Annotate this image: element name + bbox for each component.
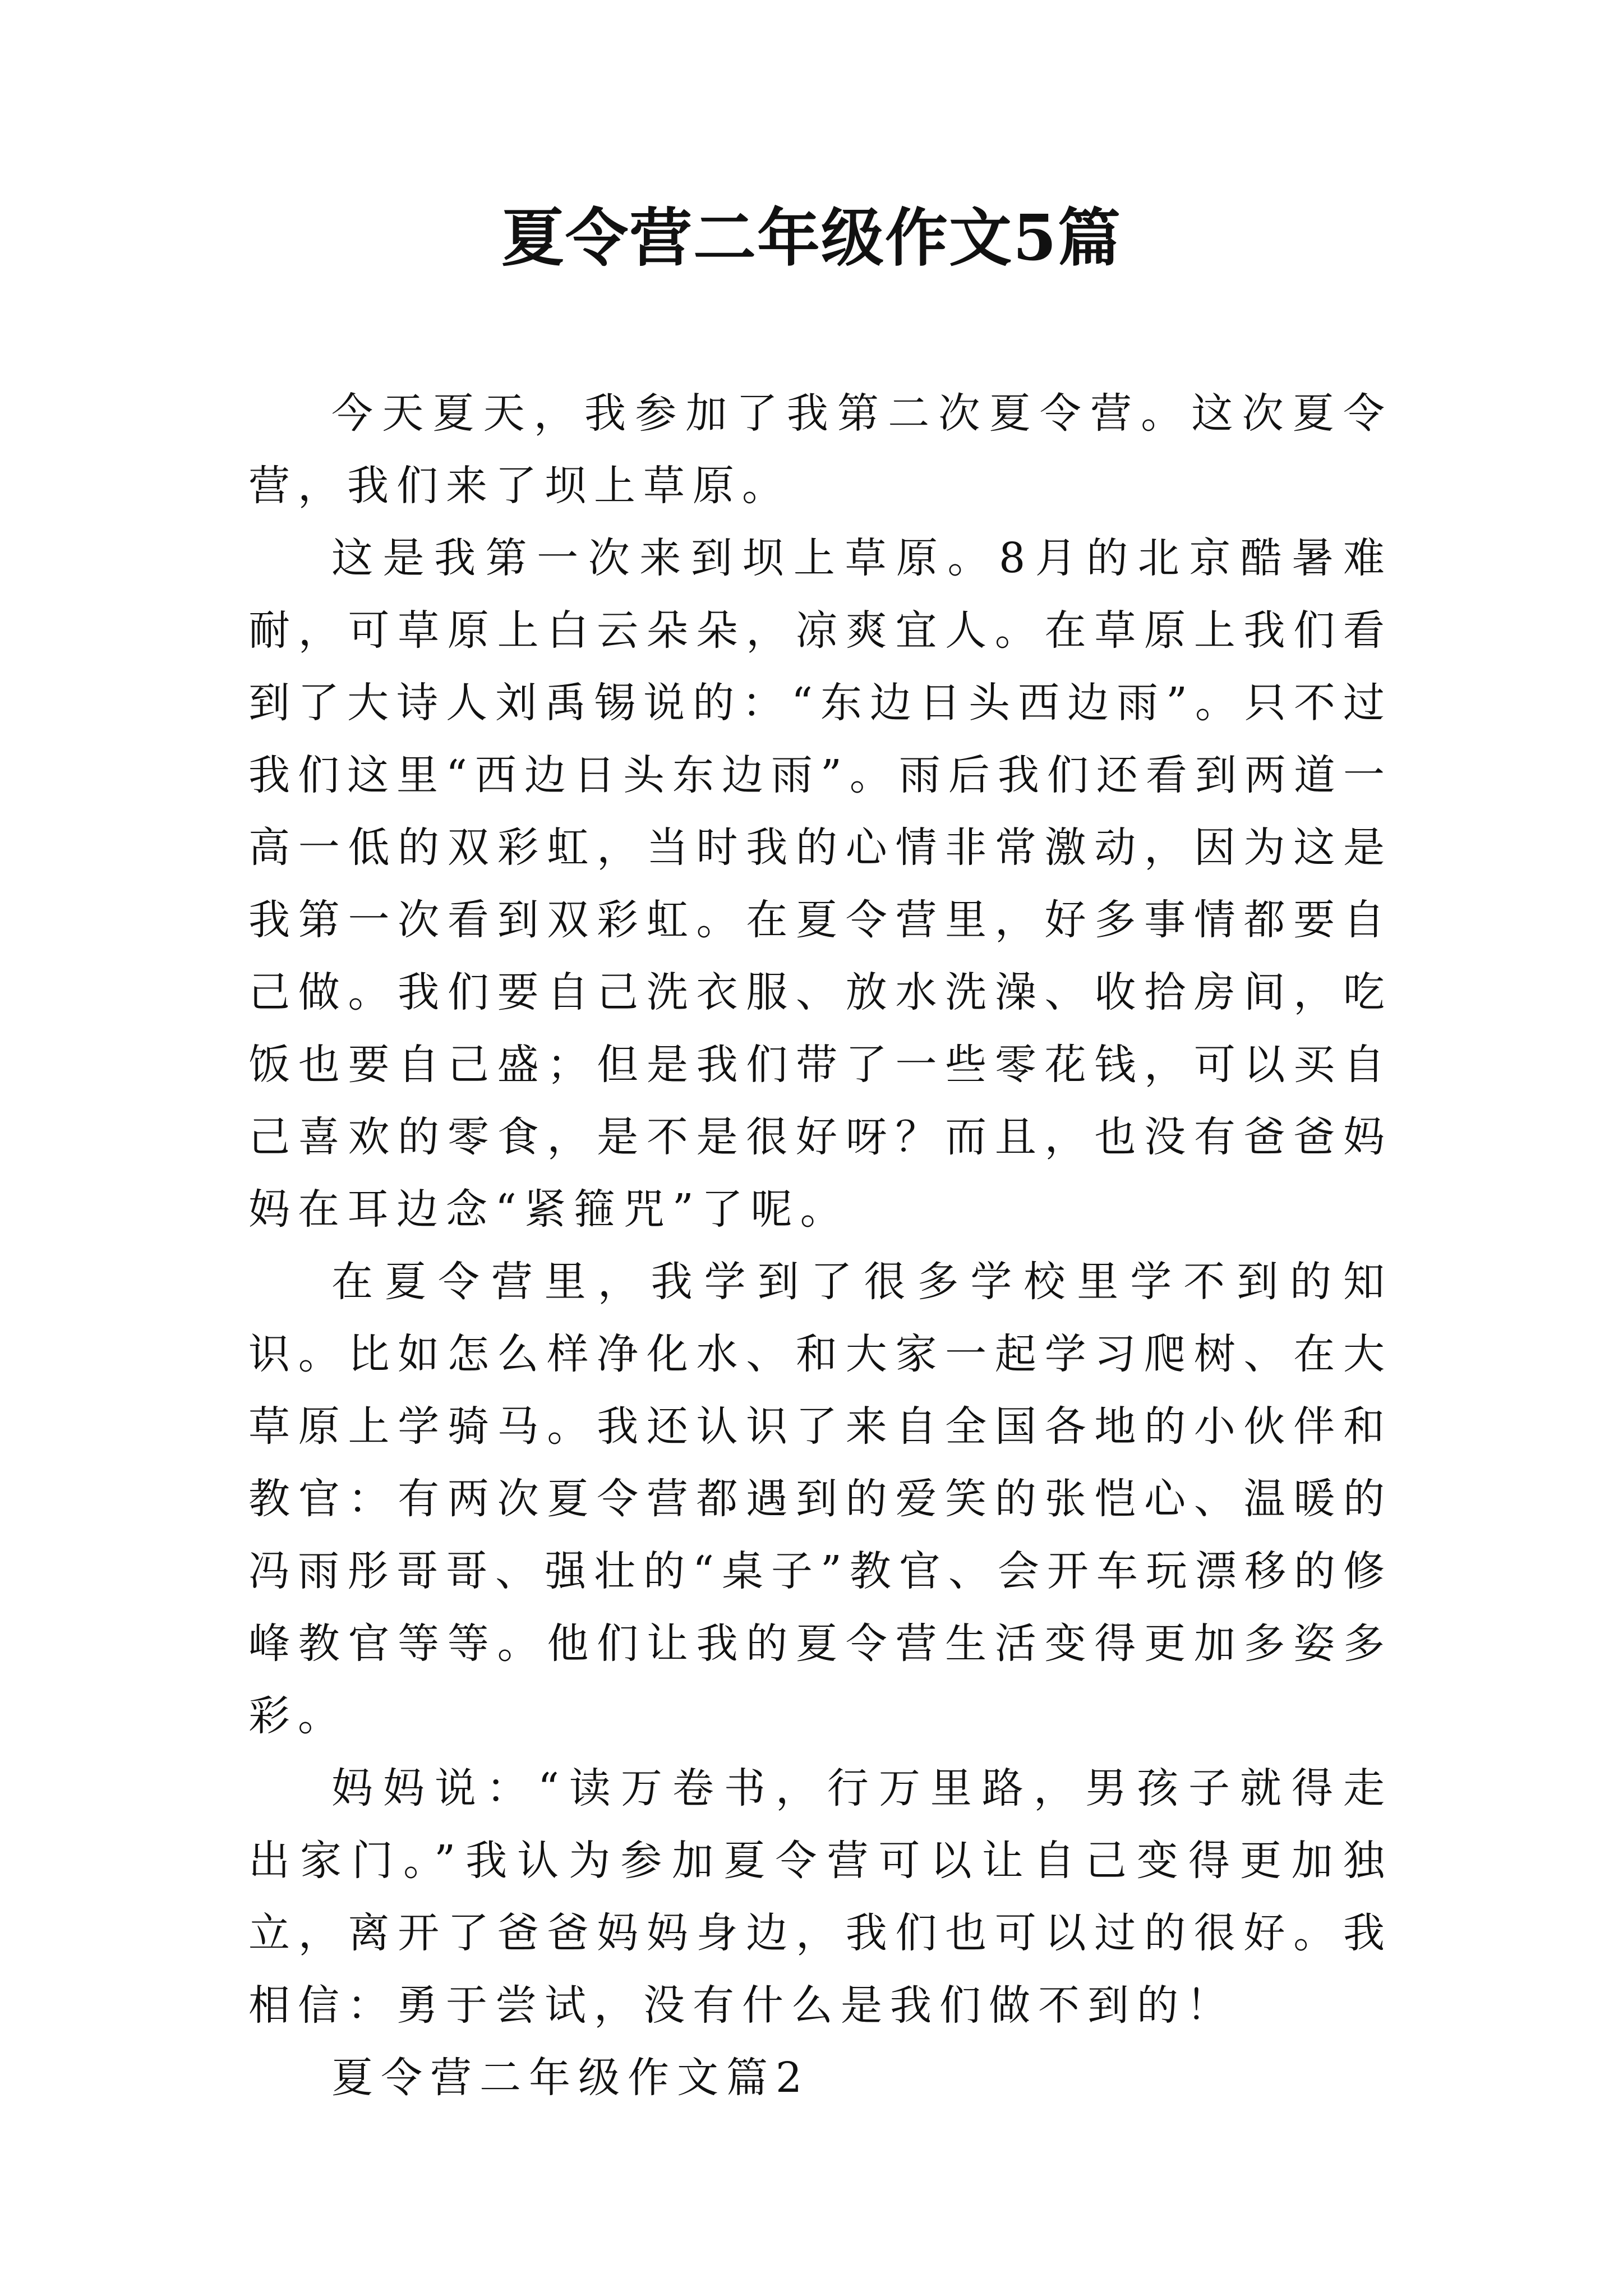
paragraph-1: 今天夏天，我参加了我第二次夏令营。这次夏令营，我们来了坝上草原。 — [248, 389, 1393, 510]
paragraph-2: 这是我第一次来到坝上草原。8月的北京酷暑难耐，可草原上白云朵朵，凉爽宜人。在草原上我们看到了大诗人刘禹锡说的：“东边日头西边雨”。只不过我们这里“西边日头东边雨”。雨后我们还看到两道一高一低的双彩虹，当时我的心情非常激动，因为这是我第一次看到双彩虹。在夏令营里，好多事情都要自己做。我们要自己洗衣服、放水洗澡、收拾房间，吃饭也要自己盛；但是我们带了一些零花钱，可以买自己喜欢的零食，是不是很好呀？而且，也没有爸爸妈妈在耳边念“紧箍咒”了呢。 — [248, 534, 1393, 1234]
page-title: 夏令营二年级作文5篇 — [501, 201, 1122, 275]
paragraph-3: 在夏令营里，我学到了很多学校里学不到的知识。比如怎么样净化水、和大家一起学习爬树、在大草原上学骑马。我还认识了来自全国各地的小伙伴和教官：有两次夏令营都遇到的爱笑的张恺心、温暖的冯雨彤哥哥、强壮的“桌子”教官、会开车玩漂移的修峰教官等等。他们让我的夏令营生活变得更加多姿多彩。 — [248, 1258, 1393, 1740]
document-body — [248, 378, 1393, 2114]
section-heading-2: 夏令营二年级作文篇2 — [331, 2054, 810, 2102]
paragraph-4: 妈妈说：“读万卷书，行万里路，男孩子就得走出家门。”我认为参加夏令营可以让自己变得更加独立，离开了爸爸妈妈身边，我们也可以过的很好。我相信：勇于尝试，没有什么是我们做不到的！ — [248, 1764, 1393, 2030]
